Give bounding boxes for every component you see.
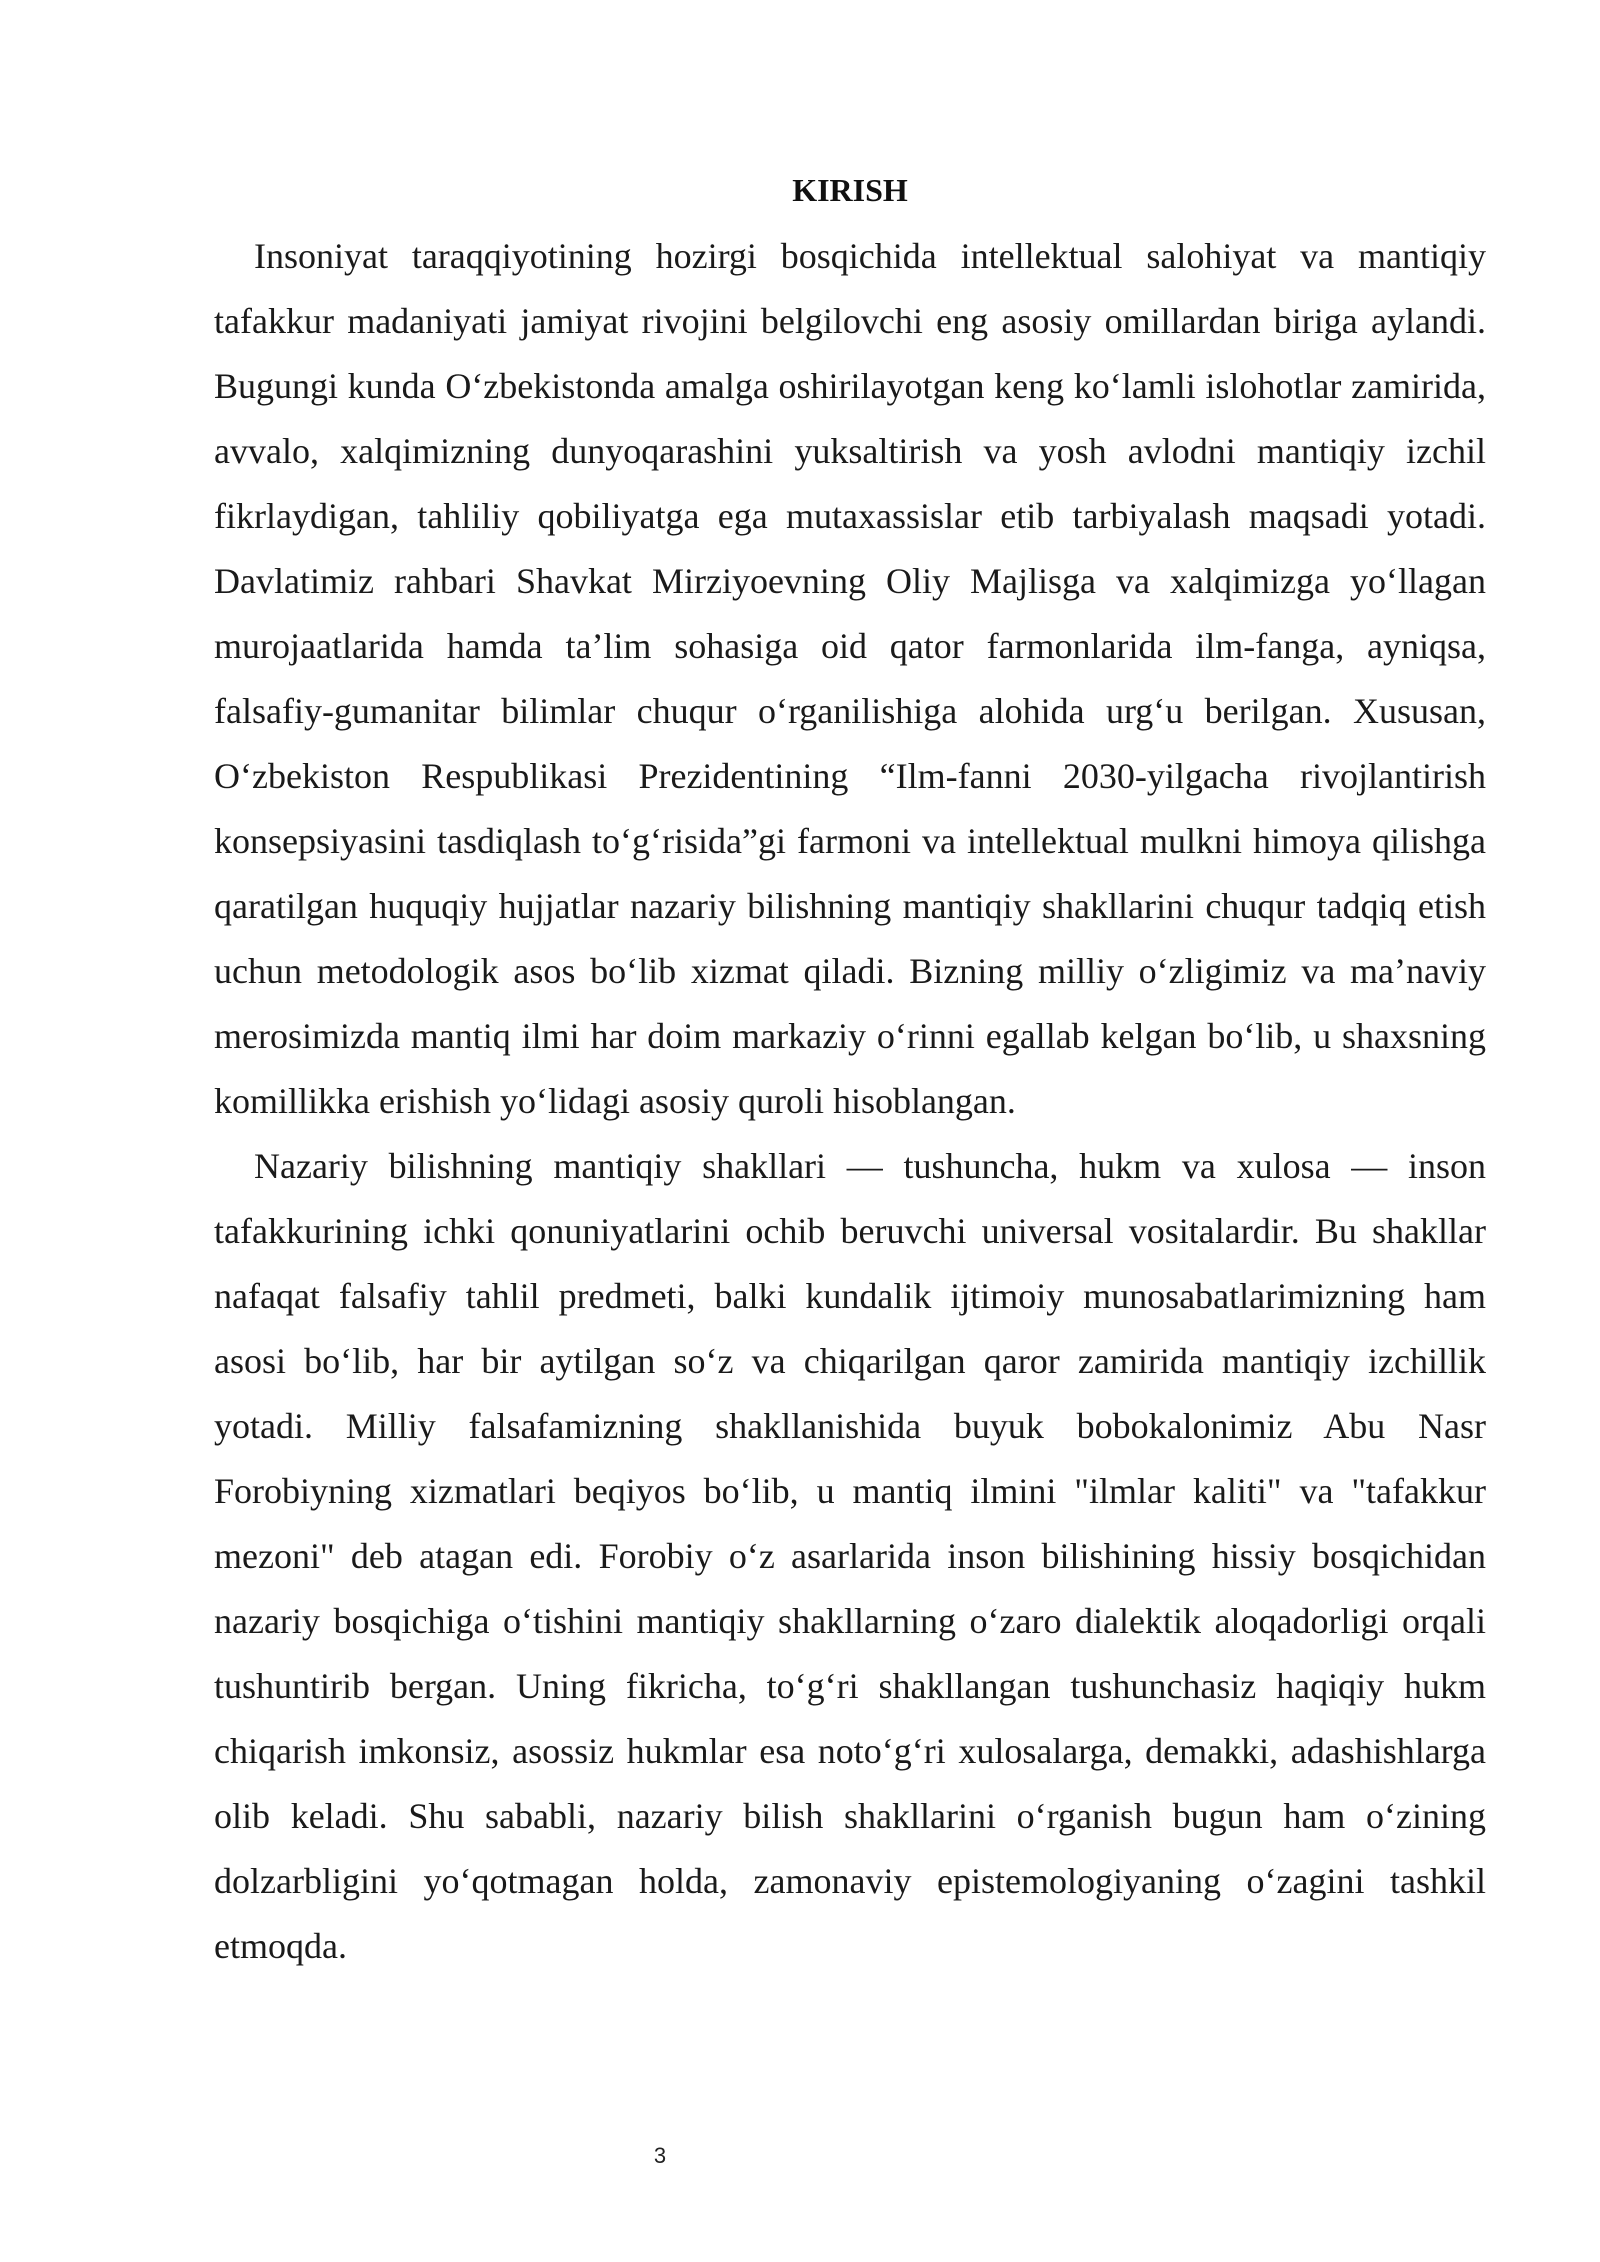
document-body (214, 224, 1486, 1979)
paragraph-2: Nazariy bilishning mantiqiy shakllari — tushuncha, hukm va xulosa — inson tafakkurining ichki qonuniyatlarini ochib beruvchi universal vositalardir. Bu shakllar nafaqat falsafiy tahlil predmeti, balki kundalik ijtimoiy munosabatlarimizning ham asosi bo‘lib, har bir aytilgan so‘z va chiqarilgan qaror zamirida mantiqiy izchillik yotadi. Milliy falsafamizning shakllanishida buyuk bobokalonimiz Abu Nasr Forobiyning xizmatlari beqiyos bo‘lib, u mantiq ilmini "ilmlar kaliti" va "tafakkur mezoni" deb atagan edi. Forobiy o‘z asarlarida inson bilishining hissiy bosqichidan nazariy bosqichiga o‘tishini mantiqiy shakllarning o‘zaro dialektik aloqadorligi orqali tushuntirib bergan. Uning fikricha, to‘g‘ri shakllangan tushunchasiz haqiqiy hukm chiqarish imkonsiz, asossiz hukmlar esa noto‘g‘ri xulosalarga, demakki, adashishlarga olib keladi. Shu sababli, nazariy bilish shakllarini o‘rganish bugun ham o‘zining dolzarbligini yo‘qotmagan holda, zamonaviy epistemologiyaning o‘zagini tashkil etmoqda. (214, 1146, 1486, 1966)
paragraph-1: Insoniyat taraqqiyotining hozirgi bosqichida intellektual salohiyat va mantiqiy tafakkur madaniyati jamiyat rivojini belgilovchi eng asosiy omillardan biriga aylandi. Bugungi kunda O‘zbekistonda amalga oshirilayotgan keng ko‘lamli islohotlar zamirida, avvalo, xalqimizning dunyoqarashini yuksaltirish va yosh avlodni mantiqiy izchil fikrlaydigan, tahliliy qobiliyatga ega mutaxassislar etib tarbiyalash maqsadi yotadi. Davlatimiz rahbari Shavkat Mirziyoevning Oliy Majlisga va xalqimizga yo‘llagan murojaatlarida hamda ta’lim sohasiga oid qator farmonlarida ilm-fanga, ayniqsa, falsafiy-gumanitar bilimlar chuqur o‘rganilishiga alohida urg‘u berilgan. Xususan, O‘zbekiston Respublikasi Prezidentining “Ilm-fanni 2030-yilgacha rivojlantirish konsepsiyasini tasdiqlash to‘g‘risida”gi farmoni va intellektual mulkni himoya qilishga qaratilgan huquqiy hujjatlar nazariy bilishning mantiqiy shakllarini chuqur tadqiq etish uchun metodologik asos bo‘lib xizmat qiladi. Bizning milliy o‘zligimiz va ma’naviy merosimizda mantiq ilmi har doim markaziy o‘rinni egallab kelgan bo‘lib, u shaxsning komillikka erishish yo‘lidagi asosiy quroli hisoblangan. (214, 236, 1486, 1121)
section-heading: KIRISH (792, 172, 908, 208)
page-number: 3 (653, 2143, 667, 2168)
